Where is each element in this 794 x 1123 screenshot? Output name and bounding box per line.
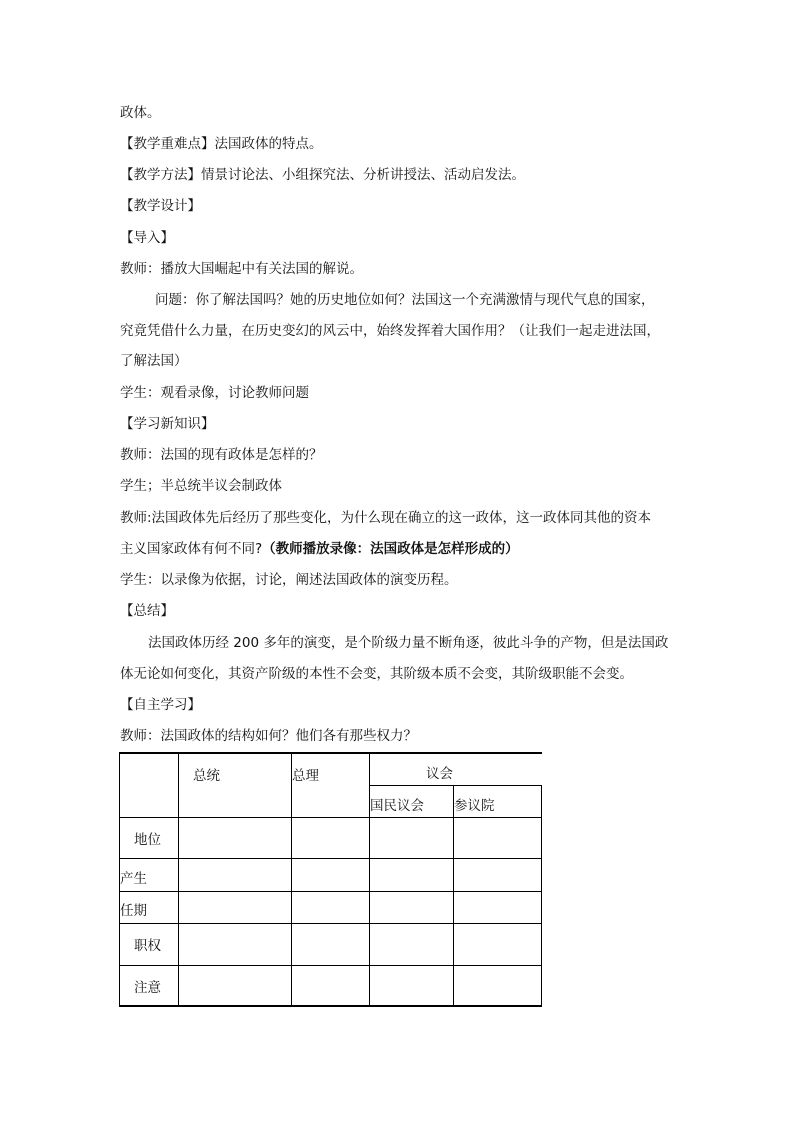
row-label-origin: [120, 859, 179, 892]
table-cell: [292, 818, 370, 859]
table-cell: [292, 966, 370, 1007]
text-line: 教师:法国政体先后经历了那些变化，为什么现在确立的这一政体，这一政体同其他的资本: [120, 510, 652, 526]
row-label-powers: [120, 924, 179, 966]
question-line: 问题：你了解法国吗？她的历史地位如何？法国这一个充满激情与现代气息的国家，: [155, 292, 655, 308]
table-cell: [179, 818, 292, 859]
structure-table: [119, 752, 542, 1007]
table-cell: [179, 966, 292, 1007]
table-cell: [179, 924, 292, 966]
new-knowledge-heading: 【学习新知识】: [120, 416, 215, 432]
table-cell: [454, 892, 542, 924]
header-parliament-label: 议会: [426, 766, 453, 782]
row-label-notes: [120, 966, 179, 1007]
table-cell: [454, 924, 542, 966]
table-cell: [454, 859, 542, 892]
table-cell: [454, 818, 542, 859]
text-line: 究竟凭借什么力量，在历史变幻的风云中，始终发挥着大国作用？（让我们一起走进法国，: [120, 323, 660, 339]
header-premier-label: 总理: [292, 768, 319, 784]
header-parliament: [370, 753, 542, 786]
key-difficulty-line: 【教学重难点】法国政体的特点。: [120, 136, 323, 152]
table-cell: [179, 859, 292, 892]
row-label-text: 地位: [134, 832, 161, 848]
table-cell: [292, 924, 370, 966]
table-cell: [454, 966, 542, 1007]
table-cell: [370, 859, 454, 892]
text-line: 学生；半总统半议会制政体: [120, 478, 282, 494]
table-cell: [292, 859, 370, 892]
teaching-method-line: 【教学方法】情景讨论法、小组探究法、分析讲授法、活动启发法。: [120, 167, 525, 183]
table-cell: [370, 924, 454, 966]
header-senate-label: 参议院: [454, 798, 495, 814]
row-label-text: 注意: [134, 980, 161, 996]
row-label-term: [120, 892, 179, 924]
summary-heading: 【总结】: [120, 603, 174, 619]
summary-line: 法国政体历经 200 多年的演变，是个阶级力量不断角逐，彼此斗争的产物，但是法国政: [148, 635, 669, 651]
text-line: 政体。: [120, 105, 161, 121]
text-line: 教师：播放大国崛起中有关法国的解说。: [120, 261, 363, 277]
header-president: [179, 753, 292, 818]
table-cell: [179, 892, 292, 924]
text-line: 了解法国）: [120, 353, 188, 369]
row-label-status: [120, 818, 179, 859]
table-cell: [292, 892, 370, 924]
table-corner-cell: [120, 753, 179, 818]
row-label-text: 职权: [134, 938, 161, 954]
table-cell: [370, 892, 454, 924]
teaching-design-heading: 【教学设计】: [120, 198, 201, 214]
intro-heading: 【导入】: [120, 230, 174, 246]
text-line: 教师：法国政体的结构如何？他们各有那些权力？: [120, 728, 417, 744]
text-line: [120, 539, 519, 559]
text-span: 主义国家政体有何不同?: [120, 541, 263, 557]
text-line: 学生：以录像为依据，讨论，阐述法国政体的演变历程。: [120, 572, 458, 588]
bold-note: （教师播放录像：法国政体是怎样形成的）: [262, 541, 519, 557]
table-cell: [370, 818, 454, 859]
header-national-assembly-label: 国民议会: [370, 798, 424, 814]
header-president-label: 总统: [193, 768, 220, 784]
text-line: 体无论如何变化，其资产阶级的本性不会变，其阶级本质不会变，其阶级职能不会变。: [120, 666, 633, 682]
row-label-text: 任期: [120, 903, 147, 919]
row-label-text: 产生: [120, 871, 147, 887]
header-premier: [292, 753, 370, 818]
header-national-assembly: [370, 786, 454, 818]
self-study-heading: 【自主学习】: [120, 697, 201, 713]
text-line: 教师：法国的现有政体是怎样的？: [120, 447, 323, 463]
table-cell: [370, 966, 454, 1007]
header-senate: [454, 786, 542, 818]
text-line: 学生：观看录像，讨论教师问题: [120, 385, 309, 401]
